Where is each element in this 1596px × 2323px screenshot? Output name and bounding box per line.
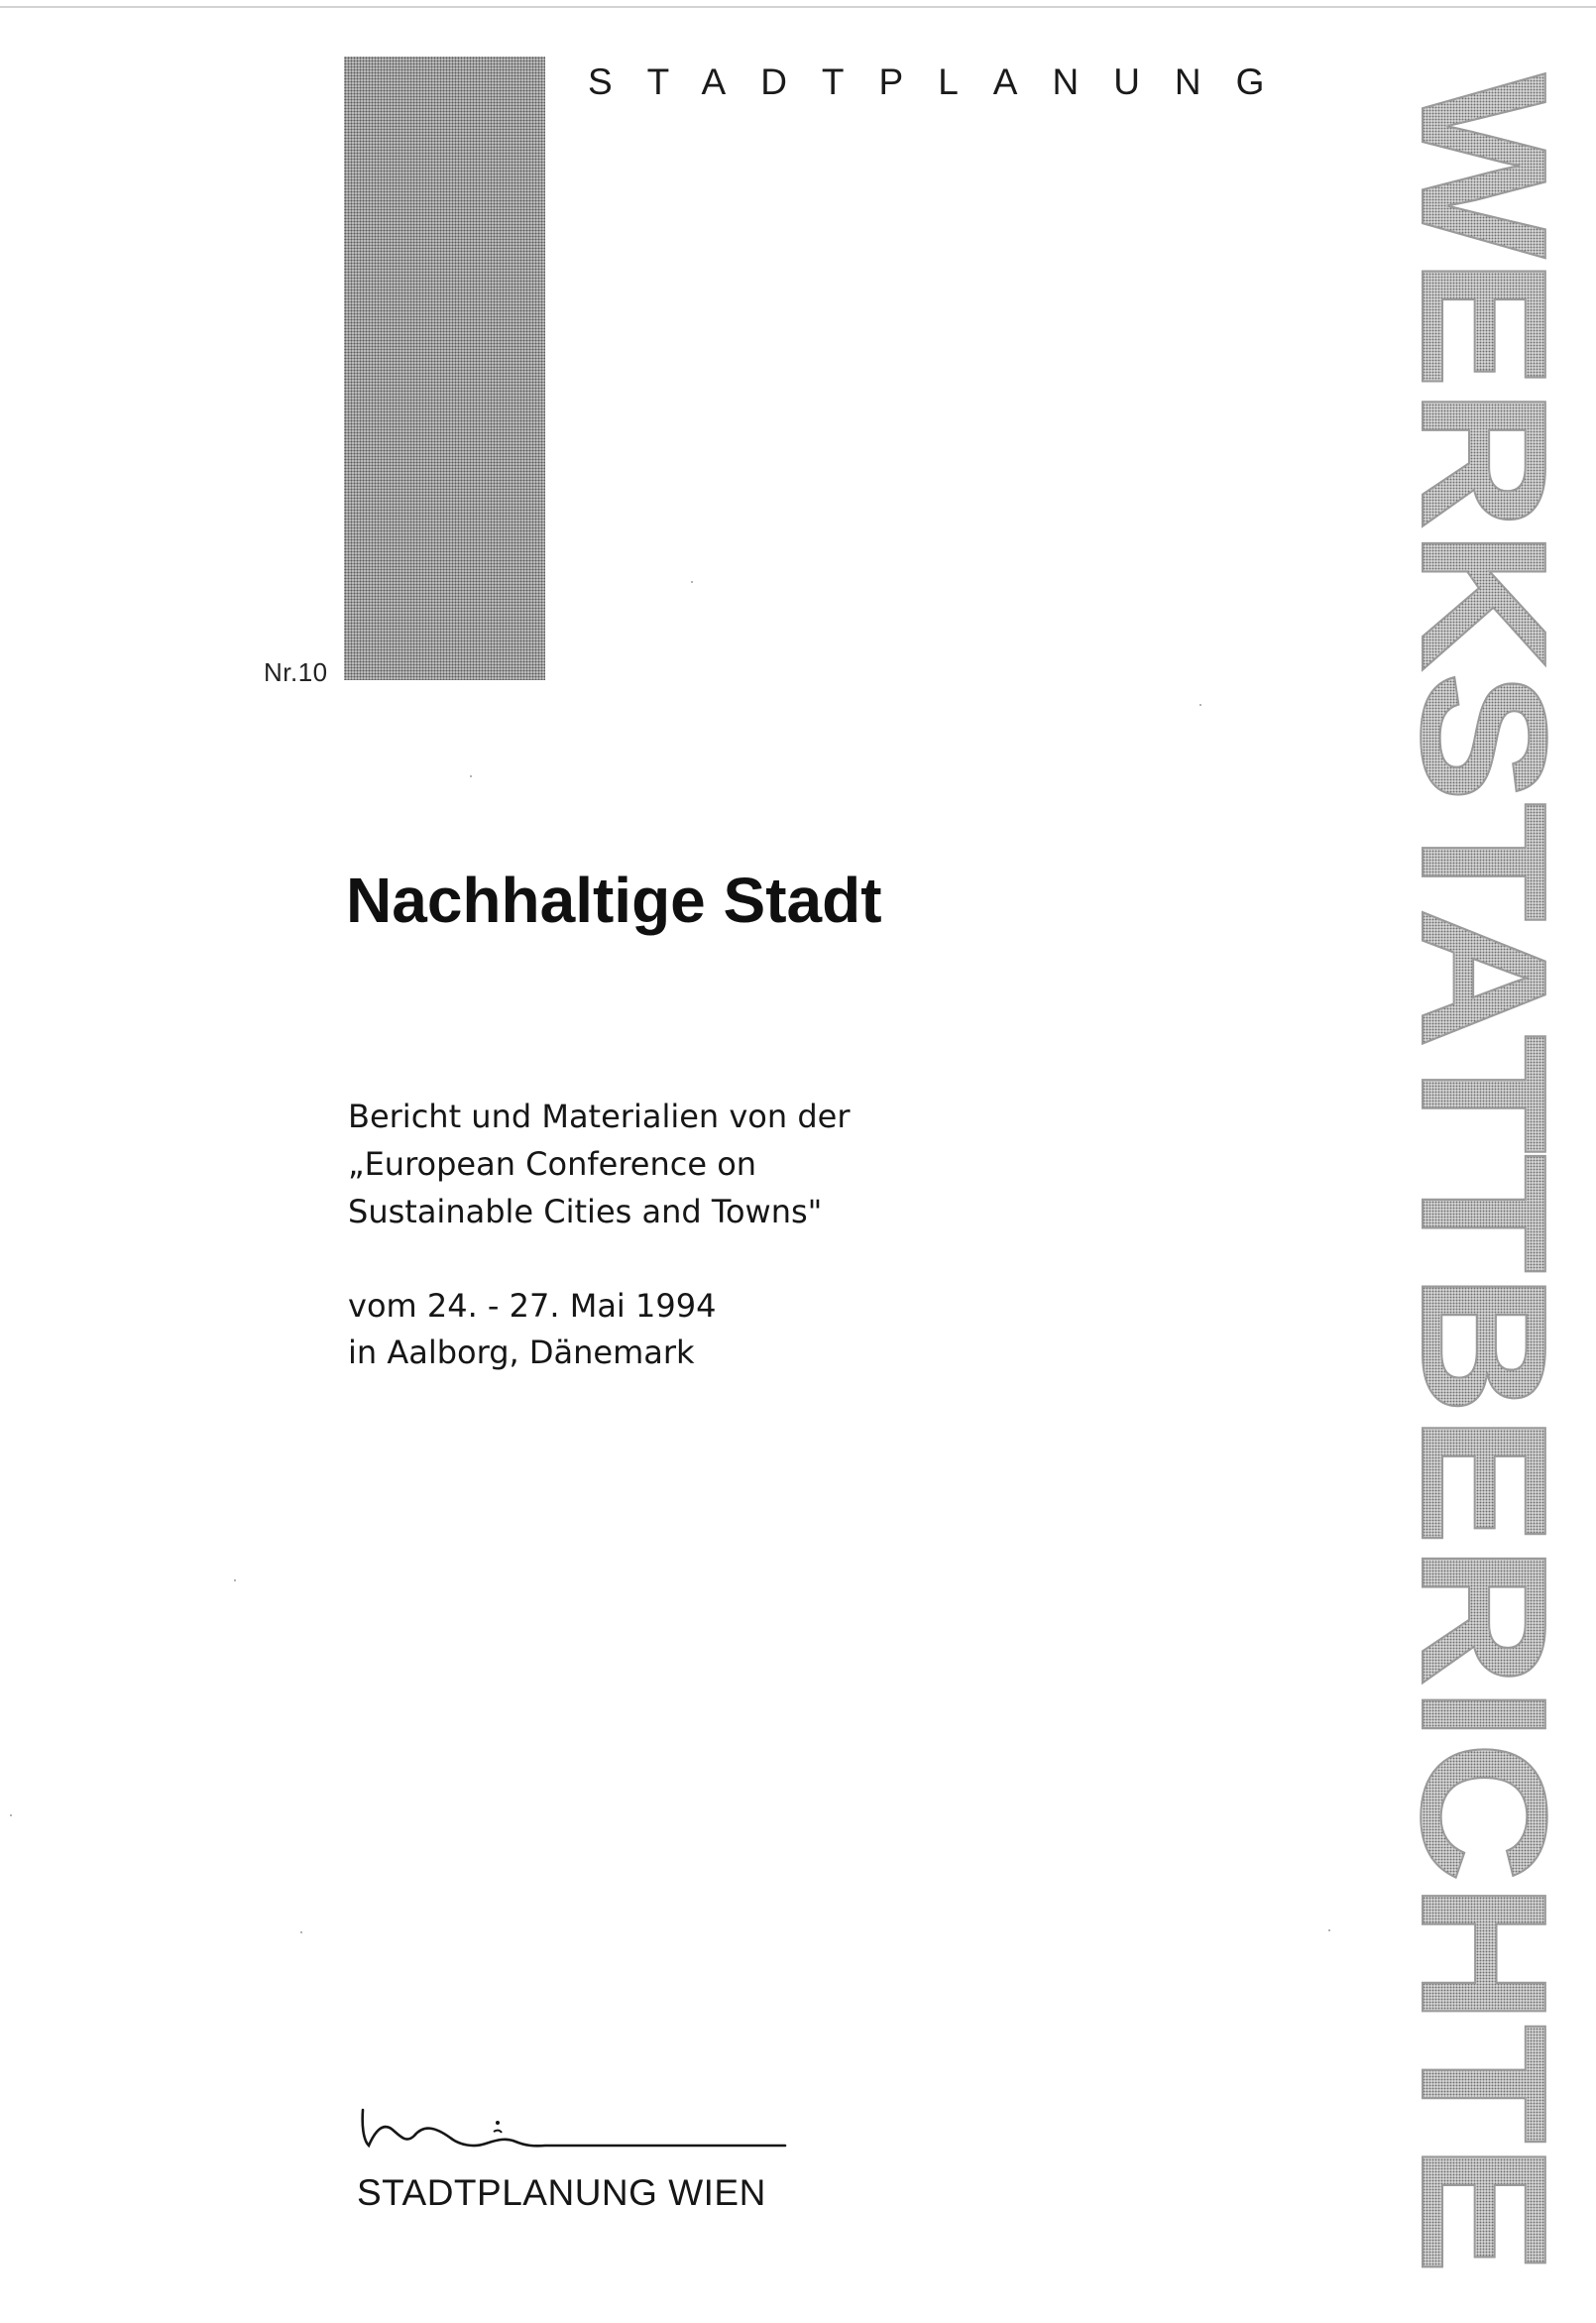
- event-date-line: vom 24. - 27. Mai 1994: [348, 1287, 717, 1325]
- issue-number: Nr.10: [264, 657, 328, 687]
- scan-speck: [234, 1579, 236, 1581]
- scan-speck: [1328, 1929, 1330, 1931]
- event-date-block: [348, 1283, 716, 1376]
- side-title-vertical: [1384, 61, 1583, 2267]
- scan-speck: [691, 581, 693, 583]
- side-title-text: WERKSTATTBERICHTE: [1384, 73, 1583, 2080]
- page-title: Nachhaltige Stadt: [346, 865, 882, 936]
- halftone-gray-block: [344, 57, 545, 680]
- subtitle-line: Bericht und Materialien von der: [348, 1098, 851, 1135]
- scan-speck: [300, 1931, 302, 1933]
- scan-speck: [470, 775, 472, 777]
- side-title-graphic: [1384, 61, 1583, 2267]
- subtitle-block: [348, 1093, 850, 1235]
- subtitle-line: „European Conference on: [348, 1145, 757, 1183]
- publisher-name: STADTPLANUNG WIEN: [357, 2172, 766, 2213]
- event-location-line: in Aalborg, Dänemark: [348, 1334, 695, 1371]
- wien-signature-logo: [357, 2102, 793, 2161]
- scan-speck: [1199, 704, 1201, 706]
- top-edge-rule: [0, 6, 1596, 8]
- signature-logo-graphic: [357, 2102, 793, 2161]
- subtitle-line: Sustainable Cities and Towns": [348, 1193, 823, 1230]
- scan-speck: [10, 1814, 12, 1816]
- series-header: STADTPLANUNG: [588, 61, 1300, 102]
